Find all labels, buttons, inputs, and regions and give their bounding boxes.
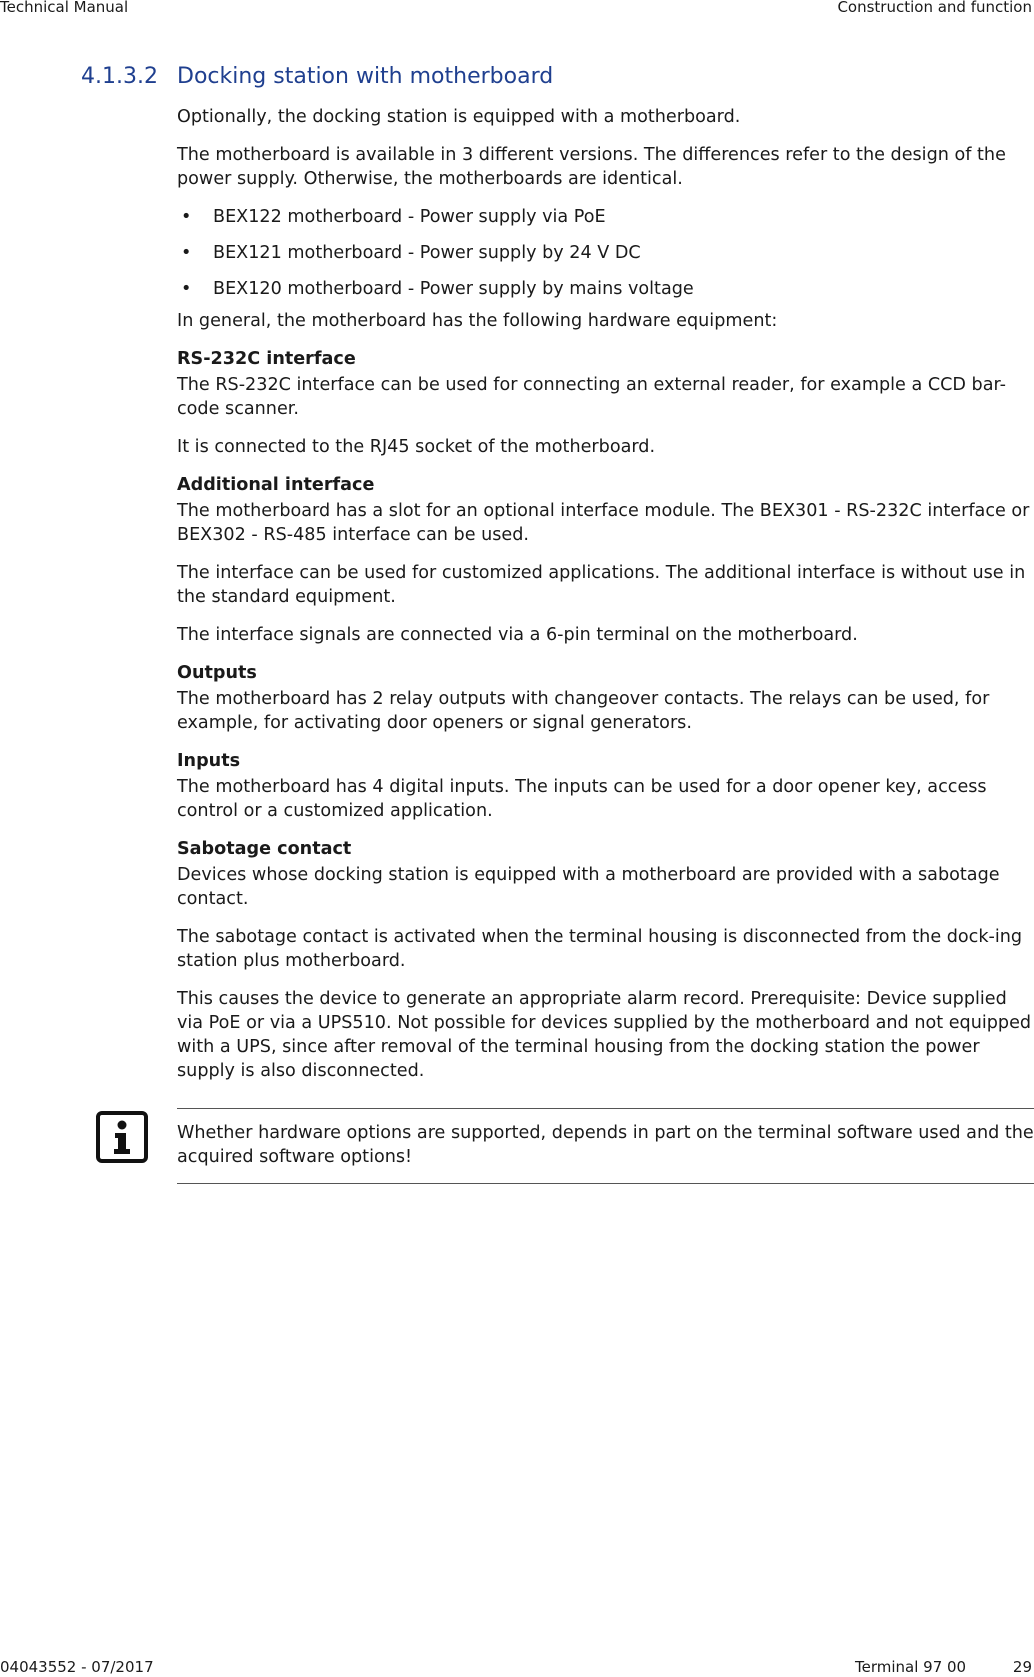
section-body: [177, 105, 1034, 1097]
rs232-heading: RS-232C interface: [177, 349, 356, 369]
footer-product: Terminal 97 00: [855, 1658, 967, 1676]
bullet-icon: •: [181, 207, 192, 227]
list-item: • BEX122 motherboard - Power supply via PoE: [181, 207, 606, 227]
outputs-heading: Outputs: [177, 663, 257, 683]
intro-paragraph: Optionally, the docking station is equipped with a motherboard.: [177, 107, 741, 127]
info-icon: [96, 1111, 148, 1163]
sabotage-heading: Sabotage contact: [177, 839, 352, 859]
outputs-paragraph: The motherboard has 2 relay outputs with changeover contacts. The relays can be used, for example, for activating door openers or signal generators.: [177, 689, 990, 733]
footer-doc-number: 04043552 - 07/2017: [0, 1658, 154, 1676]
versions-list: [177, 205, 1034, 301]
additional-paragraph-1: The motherboard has a slot for an optional interface module. The BEX301 - RS-232C interface or BEX302 - RS-485 interface can be used.: [177, 501, 1030, 545]
section-heading: [81, 62, 1001, 92]
footer-page-number: 29: [1012, 1658, 1032, 1676]
list-item: • BEX121 motherboard - Power supply by 24 V DC: [181, 243, 641, 263]
rs232-paragraph-2: It is connected to the RJ45 socket of the motherboard.: [177, 437, 656, 457]
sabotage-paragraph-2: The sabotage contact is activated when the terminal housing is disconnected from the dock-ing station plus motherboard.: [177, 927, 1023, 971]
inputs-paragraph: The motherboard has 4 digital inputs. The inputs can be used for a door opener key, access control or a customized application.: [177, 777, 987, 821]
section-number: 4.1.3.2: [81, 64, 158, 89]
note-text: Whether hardware options are supported, depends in part on the terminal software used and the acquired software options!: [177, 1123, 1034, 1167]
info-note: [177, 1108, 1034, 1184]
additional-paragraph-2: The interface can be used for customized applications. The additional interface is without use in the standard equipment.: [177, 563, 1026, 607]
sabotage-paragraph-1: Devices whose docking station is equipped with a motherboard are provided with a sabotage contact.: [177, 865, 1000, 909]
general-paragraph: In general, the motherboard has the following hardware equipment:: [177, 311, 778, 331]
bullet-icon: •: [181, 243, 192, 263]
section-title: Docking station with motherboard: [177, 64, 554, 89]
additional-paragraph-3: The interface signals are connected via a 6-pin terminal on the motherboard.: [177, 625, 858, 645]
header-manual-title: Technical Manual: [0, 0, 129, 16]
additional-interface-heading: Additional interface: [177, 475, 375, 495]
rs232-paragraph-1: The RS-232C interface can be used for connecting an external reader, for example a CCD bar-code scanner.: [177, 375, 1006, 419]
bullet-icon: •: [181, 279, 192, 299]
inputs-heading: Inputs: [177, 751, 241, 771]
header-chapter-title: Construction and function: [837, 0, 1032, 16]
sabotage-paragraph-3: This causes the device to generate an appropriate alarm record. Prerequisite: Device supplied via PoE or via a UPS510. Not possible for devices supplied by the motherboard and not equipped with a UPS, since after removal of the terminal housing from the docking station the power supply is also disconnected.: [177, 989, 1032, 1081]
list-item: • BEX120 motherboard - Power supply by mains voltage: [181, 279, 694, 299]
versions-paragraph: The motherboard is available in 3 different versions. The differences refer to the design of the power supply. Otherwise, the motherboards are identical.: [177, 145, 1006, 189]
